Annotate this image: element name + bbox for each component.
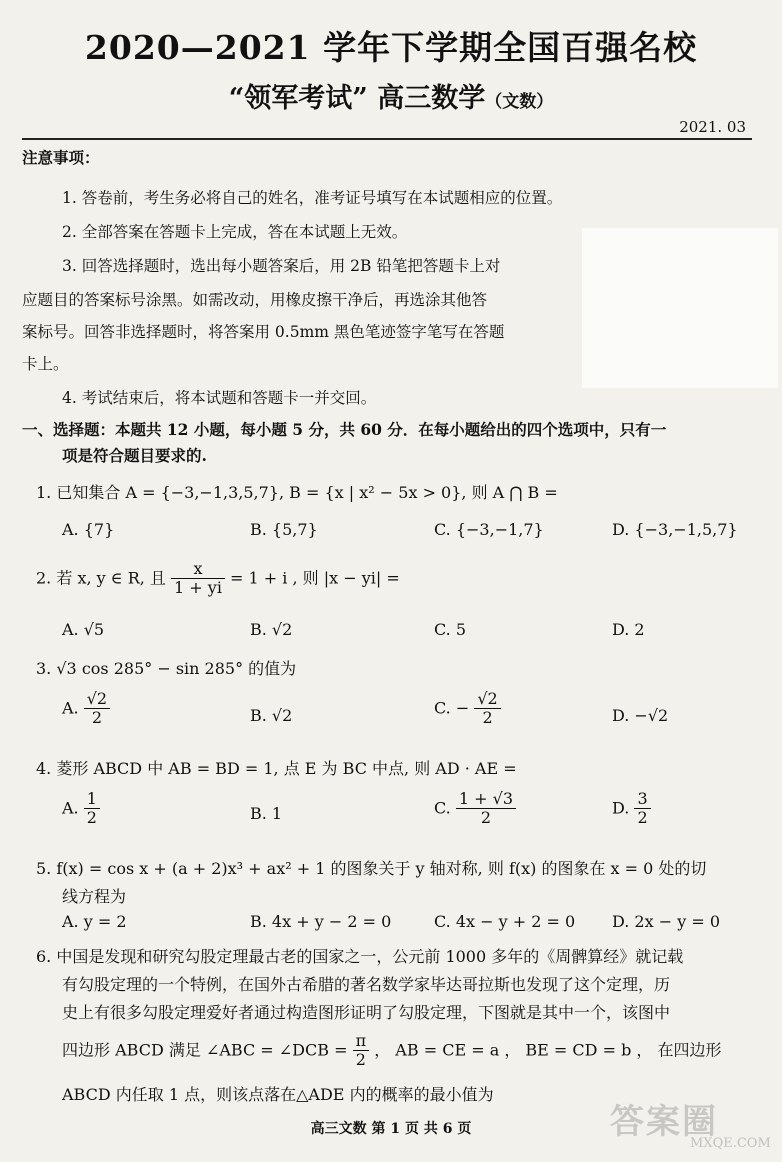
header-rule (22, 138, 752, 140)
q6-line4-pre: 四边形 ABCD 满足 ∠ABC = ∠DCB = (62, 1040, 348, 1060)
title-line1: 2020—2021 学年下学期全国百强名校 (84, 28, 698, 67)
q4-option-d (612, 790, 651, 828)
q6-line1: 6. 中国是发现和研究勾股定理最古老的国家之一，公元前 1000 多年的《周髀算经》就记载 (36, 947, 684, 966)
q3-a-den: 2 (91, 708, 103, 728)
q6-line5: ABCD 内任取 1 点，则该点落在△ADE 内的概率的最小值为 (62, 1085, 494, 1104)
q4-d-den: 2 (637, 808, 648, 828)
q4-c-num: 1 + √3 (456, 790, 516, 809)
section1-heading-line1: 一、选择题：本题共 12 小题，每小题 5 分，共 60 分．在每小题给出的四个选项中，只有一 (22, 420, 667, 439)
q5-option-a: A. y = 2 (62, 912, 127, 931)
q5-option-c: C. 4x − y + 2 = 0 (434, 912, 576, 931)
blank-patch (582, 228, 778, 388)
q6-line2: 有勾股定理的一个特例，在国外古希腊的著名数学家毕达哥拉斯也发现了这个定理，历 (62, 975, 671, 994)
q1-stem: 1. 已知集合 A = {−3,−1,3,5,7}, B = {x | x² − 5x > 0}, 则 A ⋂ B = (36, 483, 558, 502)
q6-line4 (62, 1032, 722, 1070)
q6-pi-num: π (353, 1032, 370, 1051)
q5-option-b: B. 4x + y − 2 = 0 (250, 912, 392, 931)
q4-option-c (434, 790, 516, 828)
section1-heading-line2: 项是符合题目要求的. (62, 446, 207, 465)
page-footer: 高三文数 第 1 页 共 6 页 (310, 1121, 472, 1137)
q3-a-num: √2 (84, 690, 110, 709)
q5-stem-line2: 线方程为 (62, 887, 127, 906)
q4-d-fraction (634, 790, 650, 828)
q2-frac-num: x (171, 560, 225, 579)
q4-stem: 4. 菱形 ABCD 中 AB = BD = 1, 点 E 为 BC 中点, 则 AD · AE = (36, 759, 517, 778)
q4-c-fraction (456, 790, 516, 828)
q4-a-den: 2 (86, 808, 97, 828)
q2-stem-pre: 2. 若 x, y ∈ R, 且 (36, 568, 166, 588)
q2-stem (36, 560, 400, 598)
watermark-main: 答案圈 (610, 1102, 718, 1142)
q3-c-num: √2 (474, 690, 500, 709)
notice-item-3-line2: 应题目的答案标号涂黑。如需改动，用橡皮擦干净后，再选涂其他答 (22, 291, 488, 309)
q2-option-d: D. 2 (612, 620, 645, 639)
q2-option-c: C. 5 (434, 620, 467, 639)
notice-item-3-line1: 3. 回答选择题时，选出每小题答案后，用 2B 铅笔把答题卡上对 (62, 257, 501, 275)
q4-d-num: 3 (634, 790, 650, 809)
q3-option-c (434, 690, 501, 728)
q3-c-den: 2 (482, 708, 493, 728)
notice-item-1: 1. 答卷前，考生务必将自己的姓名，准考证号填写在本试题相应的位置。 (62, 189, 563, 207)
title-sub: （文数） (485, 92, 554, 112)
q4-c-den: 2 (480, 808, 492, 828)
q5-option-d: D. 2x − y = 0 (612, 912, 721, 931)
q3-option-a (62, 690, 110, 728)
q4-a-fraction (84, 790, 100, 828)
q6-line4-post: ， AB = CE = a ， BE = CD = b ， 在四边形 (374, 1040, 722, 1060)
notice-item-3-line4: 卡上。 (22, 355, 69, 373)
q4-option-b: B. 1 (250, 804, 283, 823)
q1-option-c: C. {−3,−1,7} (434, 520, 544, 539)
q2-stem-post: = 1 + i , 则 |x − yi| = (230, 568, 400, 588)
title-main: “领军考试” 高三数学 (228, 83, 486, 114)
notice-heading: 注意事项： (22, 148, 100, 167)
q4-a-label: A. (62, 798, 79, 818)
q4-option-a (62, 790, 100, 828)
q4-c-label: C. (434, 798, 451, 818)
q5-stem-line1: 5. f(x) = cos x + (a + 2)x³ + ax² + 1 的图象关于 y 轴对称, 则 f(x) 的图象在 x = 0 处的切 (36, 859, 707, 878)
q3-option-b: B. √2 (250, 706, 293, 725)
q4-a-num: 1 (84, 790, 100, 809)
q3-a-label: A. (62, 698, 79, 718)
q3-c-label: C. − (434, 698, 470, 718)
q1-option-b: B. {5,7} (250, 520, 318, 539)
q3-a-fraction (84, 690, 110, 728)
notice-item-2: 2. 全部答案在答题卡上完成，答在本试题上无效。 (62, 223, 408, 241)
q1-option-a: A. {7} (62, 520, 115, 539)
q2-frac-den: 1 + yi (174, 578, 222, 598)
q6-pi-fraction (353, 1032, 370, 1070)
q3-stem: 3. √3 cos 285° − sin 285° 的值为 (36, 659, 297, 678)
q2-fraction (171, 560, 225, 598)
q2-option-b: B. √2 (250, 620, 293, 639)
exam-date: 2021. 03 (679, 118, 746, 136)
notice-item-4: 4. 考试结束后，将本试题和答题卡一并交回。 (62, 389, 377, 407)
notice-item-3-line3: 案标号。回答非选择题时，将答案用 0.5mm 黑色笔迹签字笔写在答题 (22, 323, 505, 341)
q6-pi-den: 2 (355, 1050, 366, 1070)
watermark-small: MXQE.COM (690, 1136, 771, 1151)
q4-d-label: D. (612, 798, 630, 818)
q3-c-fraction (474, 690, 500, 728)
title-line2 (0, 76, 782, 115)
q6-line3: 史上有很多勾股定理爱好者通过构造图形证明了勾股定理，下图就是其中一个，该图中 (62, 1003, 671, 1022)
q2-option-a: A. √5 (62, 620, 105, 639)
q3-option-d: D. −√2 (612, 706, 669, 725)
q1-option-d: D. {−3,−1,5,7} (612, 520, 738, 539)
